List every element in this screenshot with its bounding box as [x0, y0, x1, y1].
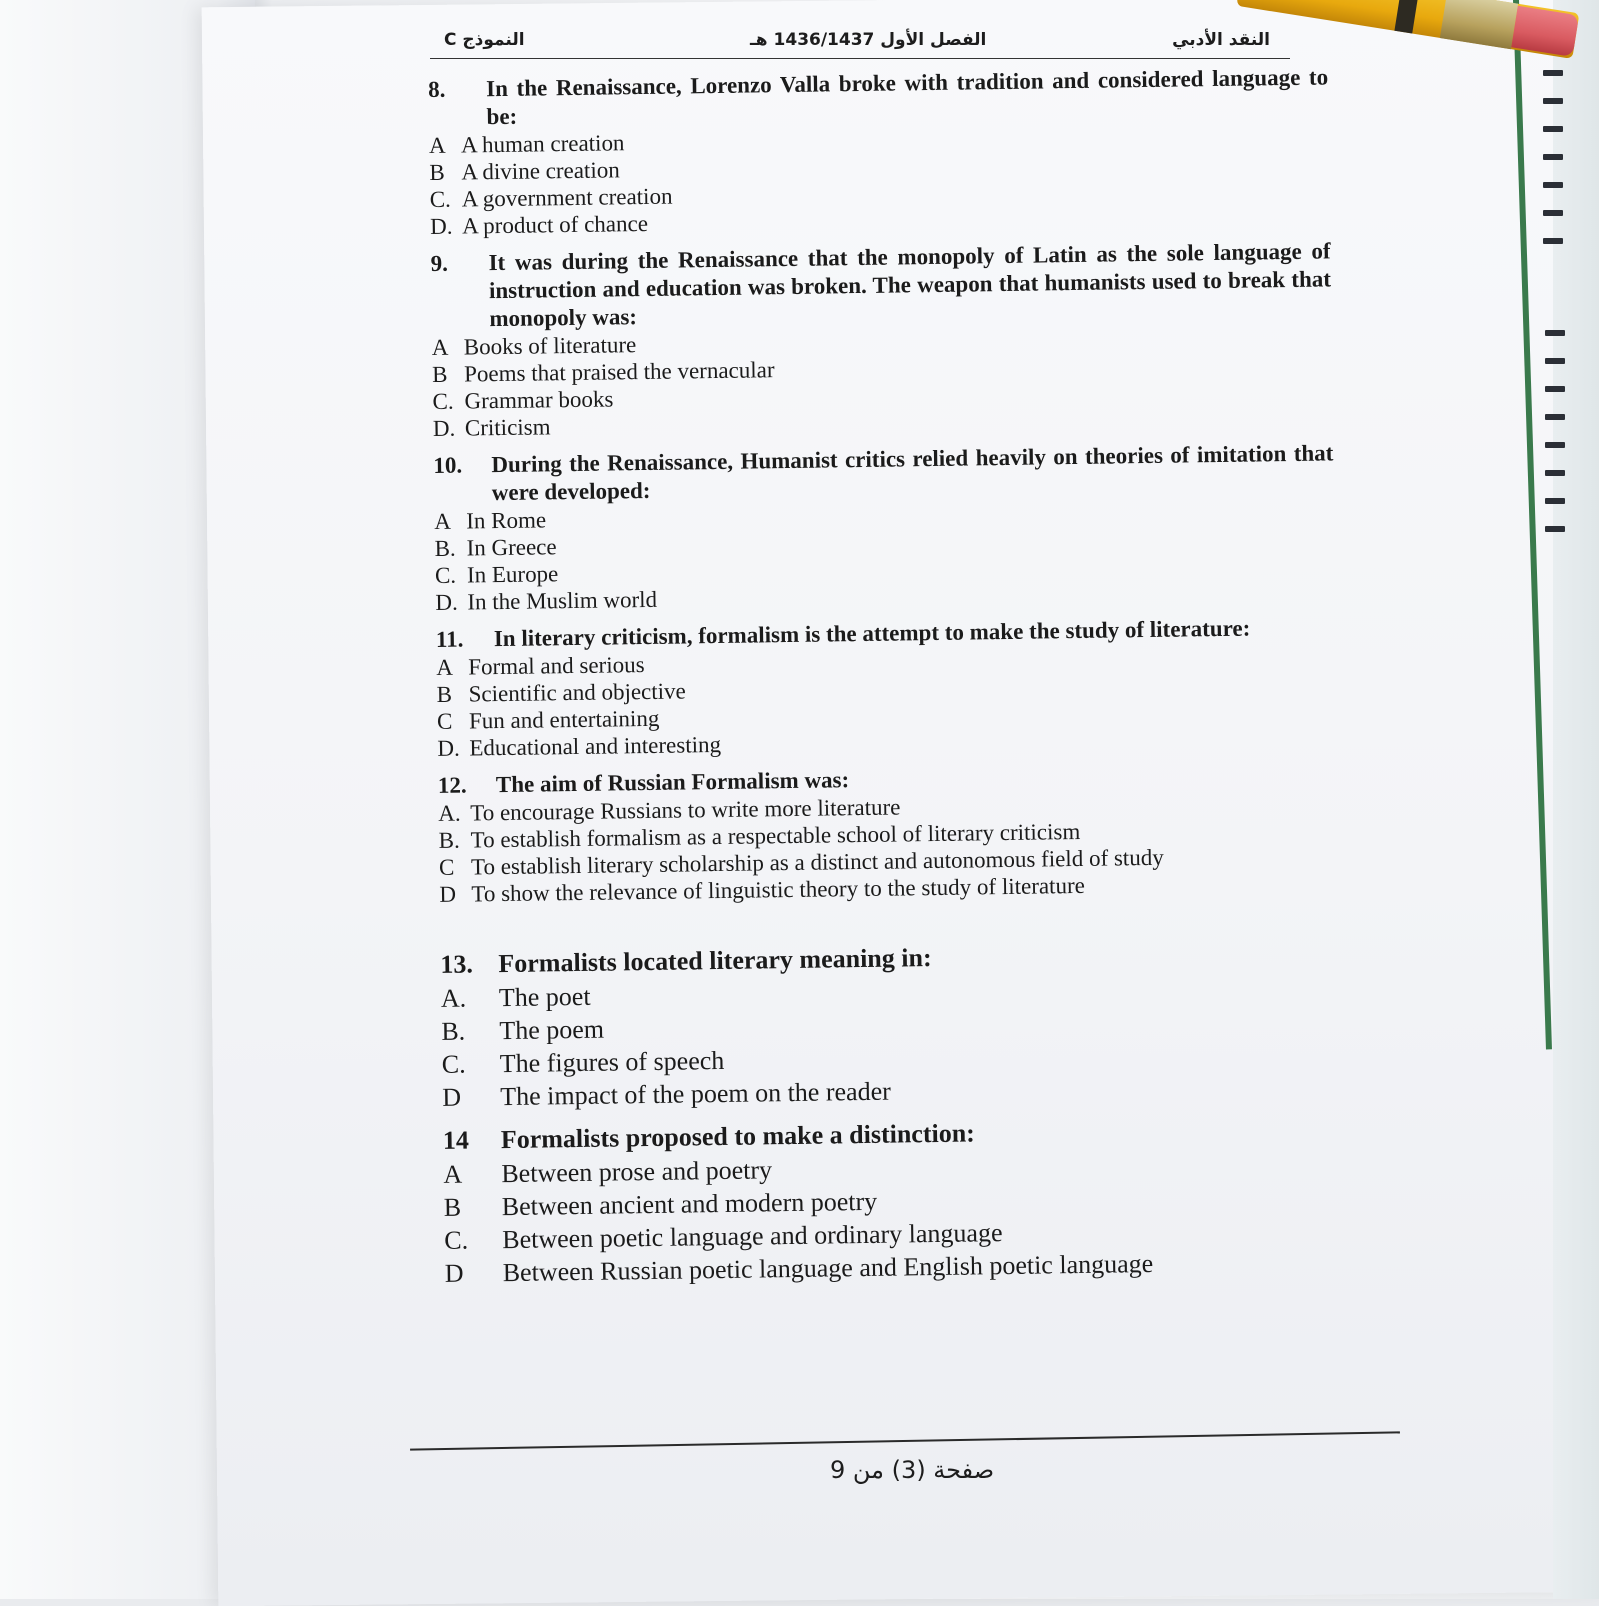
pencil-eraser: [1511, 6, 1579, 57]
option-letter: B: [429, 159, 445, 185]
option-letter: D: [439, 881, 457, 907]
option-text: Formal and serious: [468, 652, 645, 680]
option-text: Between ancient and modern poetry: [501, 1186, 878, 1222]
option-text: In the Muslim world: [467, 586, 658, 615]
option-text: Between Russian poetic language and English poetic language: [502, 1248, 1154, 1288]
question-number: 8.: [428, 76, 446, 102]
question-text: In literary criticism, formalism is the attempt to make the study of literature:: [493, 615, 1251, 652]
page-header: [430, 26, 1290, 59]
question-list: [428, 63, 1345, 1299]
question-number: 9.: [430, 250, 449, 276]
option-text: A product of chance: [461, 210, 649, 239]
option-text: Scientific and objective: [468, 678, 686, 707]
question-number: 14: [442, 1125, 470, 1155]
question-text: The aim of Russian Formalism was:: [495, 767, 850, 798]
option-letter: B.: [434, 535, 456, 561]
option-text: In Rome: [466, 507, 547, 534]
question-block: [443, 1111, 1345, 1290]
option-letter: B: [436, 681, 453, 707]
option-letter: C.: [444, 1225, 469, 1255]
question-number: 10.: [433, 452, 463, 478]
option-text: A human creation: [460, 130, 625, 158]
question-block: [440, 935, 1342, 1114]
option-letter: D.: [429, 213, 453, 239]
option-text: Grammar books: [464, 386, 614, 414]
question-number: 13.: [440, 949, 474, 979]
option-text: The impact of the poem on the reader: [500, 1076, 891, 1112]
option-text: Between prose and poetry: [501, 1155, 773, 1189]
option-text: The poem: [499, 1014, 605, 1046]
option-letter: C.: [441, 1049, 466, 1079]
question-block: [436, 613, 1338, 762]
option-letter: A: [434, 508, 452, 534]
option-letter: B.: [441, 1016, 466, 1046]
option-text: Poems that praised the vernacular: [463, 357, 775, 387]
option-letter: B: [443, 1192, 462, 1222]
option-letter: D: [444, 1258, 464, 1288]
option-text: To establish literary scholarship as a distinct and autonomous field of study: [470, 844, 1164, 880]
option-letter: A.: [438, 800, 461, 826]
question-heading: [430, 237, 1331, 334]
option-letter: A.: [440, 983, 467, 1013]
header-course-title: النقد الأدبي: [1172, 30, 1270, 50]
option-text: In Europe: [466, 561, 559, 588]
option-letter: C.: [429, 186, 451, 212]
option-letter: A: [436, 654, 454, 680]
option-letter: C: [438, 854, 455, 880]
question-text: It was during the Renaissance that the monopoly of Latin as the sole language of instruction and education was broken. The weapon that humanists used to break that monopoly was:: [488, 238, 1332, 332]
question-block: [438, 759, 1340, 908]
option-letter: D.: [435, 589, 458, 615]
header-semester: الفصل الأول 1436/1437 هـ: [750, 30, 987, 50]
option-text: To encourage Russians to write more literature: [470, 794, 901, 826]
option-letter: A: [431, 334, 449, 360]
question-block: [433, 439, 1335, 616]
option-text: The poet: [498, 981, 591, 1013]
option-text: Books of literature: [463, 332, 637, 360]
question-text: Formalists proposed to make a distinction:: [500, 1118, 976, 1155]
option-text: The figures of speech: [499, 1045, 725, 1079]
question-text: During the Renaissance, Humanist critics relied heavily on theories of imitation that were developed:: [491, 440, 1334, 506]
option-letter: B.: [438, 827, 460, 853]
option-text: In Greece: [466, 534, 557, 561]
question-block: [428, 63, 1330, 240]
option-letter: C.: [434, 562, 457, 588]
option-text: To show the relevance of linguistic theory to the study of literature: [471, 872, 1086, 907]
option-text: Between poetic language and ordinary language: [502, 1218, 1003, 1255]
page-number: صفحة (3) من 9: [830, 1456, 995, 1484]
option-text: To establish formalism as a respectable school of literary criticism: [470, 818, 1081, 853]
option-letter: D: [442, 1082, 462, 1112]
question-number: 12.: [437, 772, 467, 798]
option-letter: C: [436, 708, 453, 734]
option-letter: B: [431, 361, 448, 387]
header-form-label: النموذج C: [444, 30, 525, 50]
option-text: A divine creation: [461, 157, 620, 185]
option-letter: D.: [432, 415, 456, 441]
option-text: Educational and interesting: [469, 731, 722, 761]
option-text: Criticism: [464, 414, 551, 441]
option-letter: D.: [437, 735, 460, 761]
green-folder-edge: [1499, 0, 1599, 1599]
option-text: Fun and entertaining: [468, 705, 660, 734]
option-letter: C.: [432, 388, 454, 414]
option-letter: A: [443, 1159, 463, 1189]
question-text: In the Renaissance, Lorenzo Valla broke with tradition and considered language to be:: [486, 64, 1329, 130]
pencil-band: [1394, 0, 1419, 34]
option-text: A government creation: [461, 183, 673, 212]
question-number: 11.: [435, 626, 464, 652]
question-block: [430, 237, 1333, 442]
question-text: Formalists located literary meaning in:: [498, 943, 932, 979]
option-letter: A: [428, 132, 446, 158]
